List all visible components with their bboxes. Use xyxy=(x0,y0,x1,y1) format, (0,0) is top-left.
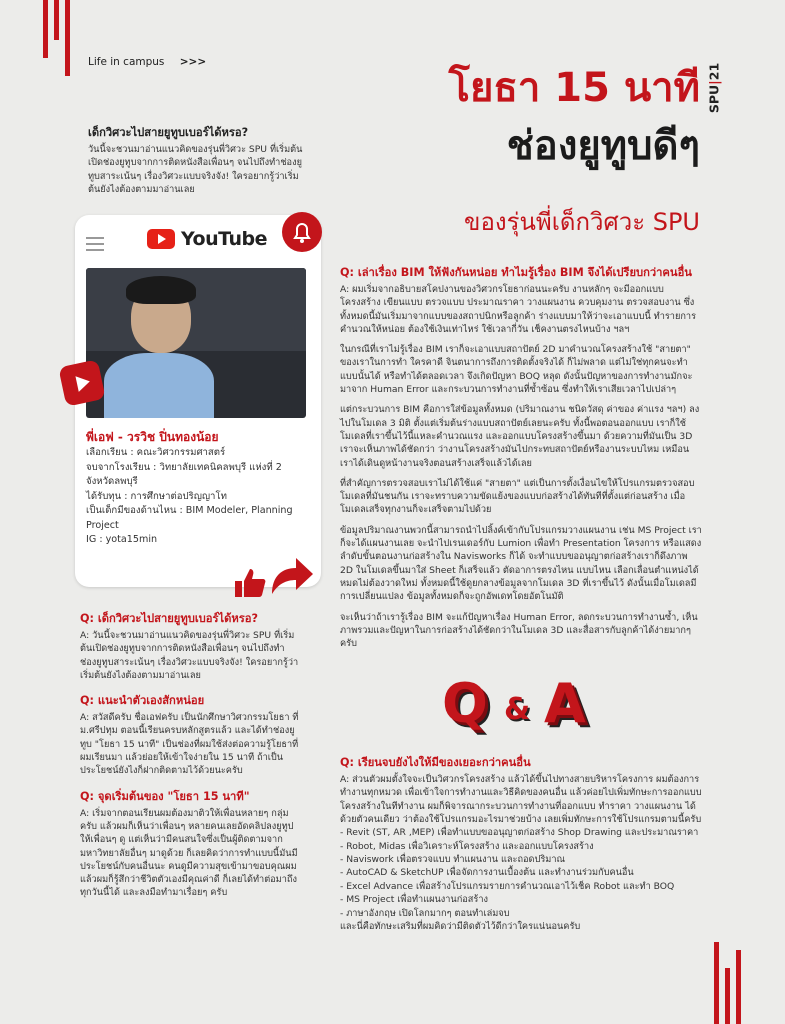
section-label: Life in campus >>> xyxy=(88,56,207,68)
question: Q: จุดเริ่มต้นของ "โยธา 15 นาที" xyxy=(80,789,250,803)
qa-badge-amp: & xyxy=(504,692,531,727)
youtube-wordmark: YouTube xyxy=(181,228,267,250)
play-badge-icon xyxy=(58,359,105,406)
right-qa-block-2 xyxy=(340,756,702,933)
question: Q: เรียนจบยังไงให้มีของเยอะกว่าคนอื่น xyxy=(340,756,531,769)
answer: A: สวัสดีครับ ชื่อเอฟครับ เป็นนักศึกษาวิศวกรรมโยธา ที่ ม.ศรีปทุม ตอนนี้เรียนครบหลักสูตรแล้ว และได้ทำช่องยูทูบ "โยธา 15 นาที" เป็นช่องที่ผมใช้ส่งต่อความรู้โยธาที่ผมเรียนมา แล้วย่อยให้เข้าใจง่ายใน 15 นาที ถ้าเป็นประโยชน์ยังไงก็ฝากติดตามไว้ด้วยนะครับ xyxy=(80,712,299,777)
decor-stripe xyxy=(725,968,730,1024)
title-line-1: โยธา 15 นาที xyxy=(448,65,700,111)
qa-badge-a: A xyxy=(544,672,586,735)
intro-text: วันนี้จะชวนมาอ่านแนวคิดของรุ่นพี่วิศวะ SPU ที่เริ่มต้นเปิดช่องยูทูบจากการติดหนังสือเพื่อนๆ จนไปถึงทำช่องยูทูบสาระเน้นๆ เรื่องวิศวะแบบจริงจัง! ใครอยากรู้ว่าเริ่มต้นยังไงต้องตามมาอ่านเลย xyxy=(88,144,303,195)
profile-line: จบจากโรงเรียน : วิทยาลัยเทคนิคลพบุรี แห่งที่ 2 จังหวัดลพบุรี xyxy=(86,461,282,487)
profile-details xyxy=(86,429,311,548)
decor-stripe xyxy=(65,0,70,76)
decor-stripe xyxy=(736,950,741,1024)
answer: A: วันนี้จะชวนมาอ่านแนวคิดของรุ่นพี่วิศวะ SPU ที่เริ่มต้นเปิดช่องยูทูบจากการติดหนังสือเพื่อนๆ จนไปถึงทำช่องยูทูบสาระเน้นๆ เรื่องวิศวะแบบจริงจัง! ใครอยากรู้ว่าเริ่มต้นยังไงต้องตามมาอ่านเลย xyxy=(80,630,299,681)
profile-line: เป็นเด็กมีของด้านไหน : BIM Modeler, Planning Project xyxy=(86,505,293,531)
title-line-2: ช่องยูทูบดีๆ xyxy=(506,123,700,169)
intro-question: เด็กวิศวะไปสายยูทูบเบอร์ได้หรอ? xyxy=(88,126,249,139)
answer-paragraph: จะเห็นว่าถ้าเรารู้เรื่อง BIM จะแก้ปัญหาเรื่อง Human Error, ลดกระบวนการทำงานซ้ำ, เห็นภาพรวมและปัญหาในการก่อสร้างได้ชัดกว่าในโมเดล 3D และสื่อสารกับลูกค้าได้ง่ายมากๆ ครับ xyxy=(340,611,698,650)
profile-photo xyxy=(86,268,306,418)
profile-line: เลือกเรียน : คณะวิศวกรรมศาสตร์ xyxy=(86,447,226,458)
youtube-logo xyxy=(147,228,267,250)
decor-stripe xyxy=(54,0,59,40)
list-item: - AutoCAD & SketchUP เพื่อจัดการงานเบื้องต้น และทำงานร่วมกับคนอื่น xyxy=(340,867,634,879)
menu-icon[interactable] xyxy=(86,237,104,251)
play-icon xyxy=(147,229,175,249)
list-item: - Robot, Midas เพื่อวิเคราะห์โครงสร้าง และออกแบบโครงสร้าง xyxy=(340,840,594,852)
profile-name: พี่เอฟ - วรวิช ปิ่นทองน้อย xyxy=(86,430,219,444)
answer-paragraph: แต่กระบวนการ BIM คือการใส่ข้อมูลทั้งหมด (ปริมาณงาน ชนิดวัสดุ ค่าของ ค่าแรง ฯลฯ) ลงไปในโมเดล 3 มิติ ตั้งแต่เริ่มต้นร่างแบบสถาปัตย์เลยนะครับ ทั้งนี้พอตอนออกแบบ เราก็ใช้โมเดลที่เราขึ้นไว้นี้แหละคำนวณแรง และออกแบบโครงสร้างขึ้นมา ด้วยความที่มันเป็น 3D เราจะเห็นภาพได้ชัดกว่า ว่างานโครงสร้างมันไปกระทบสถาปัตย์หรืองานระบบไหม เหมือนเราได้เดินดูหน้างานจริงตอนสร้างเสร็จแล้วได้เลย xyxy=(340,404,700,469)
decor-stripe xyxy=(43,0,48,58)
answer-paragraph: A: ส่วนตัวผมตั้งใจจะเป็นวิศวกรโครงสร้าง แล้วได้ขึ้นไปทางสายบริหารโครงการ ผมต้องการทำงานทุกหมวด เพื่อเข้าใจการทำงานและวิธีคิดของคนอื่น แล้วค่อยไปเพิ่มทักษะการออกแบบโครงสร้างในทีทำงาน ผมก็พิจารณากระบวนการทำงานที่ออกแบบ ทำราคา วางแผนงาน ได้ด้วยตัวคนเดียว ว่าต้องใช้โปรแกรมอะไรมาช่วยบ้าง เลยเพิ่มทักษะการใช้โปรแกรมตามนี้ครับ xyxy=(340,774,702,825)
closing-text: และนี่คือทักษะเสริมที่ผมคิดว่ามีติดตัวไว้ดีกว่าใครแน่นอนครับ xyxy=(340,921,581,933)
qa-item xyxy=(80,612,300,682)
question: Q: เล่าเรื่อง BIM ให้ฟังกันหน่อย ทำไมรู้เรื่อง BIM จึงได้เปรียบกว่าคนอื่น xyxy=(340,266,692,279)
answer-paragraph: A: ผมเริ่มจากอธิบายสโคปงานของวิศวกรโยธาก่อนนะครับ งานหลักๆ จะมีออกแบบโครงสร้าง เขียนแบบ ตรวจแบบ ประมาณราคา วางแผนงาน ควบคุมงาน ตรวจสอบงาน ซึ่งทั้งหมดนี้มันเริ่มมาจากแบบของสถาปนิกหรือลูกค้า ร่างแบบมาให้ว่าจะเอาแบบนี้ ทำรายการคำนวณให้หน่อย ต้องใช้เงินเท่าไหร่ ใช้เวลากี่วัน เช็คงานตรงไหนบ้าง ฯลฯ xyxy=(340,284,697,335)
page-title xyxy=(330,60,700,174)
list-item: - Naviswork เพื่อตรวจแบบ ทำแผนงาน และถอดปริมาณ xyxy=(340,854,566,865)
list-item: - Excel Advance เพื่อสร้างโปรแกรมรายการคำนวณเอาไว้เช็ค Robot และทำ BOQ xyxy=(340,880,675,892)
qa-item xyxy=(80,694,300,777)
profile-line: ได้รับทุน : การศึกษาต่อปริญญาโท xyxy=(86,490,227,502)
question: Q: เด็กวิศวะไปสายยูทูบเบอร์ได้หรอ? xyxy=(80,612,258,625)
answer-paragraph: ที่สำคัญการตรวจสอบเราไม่ได้ใช้แค่ "สายตา" แต่เป็นการตั้งเงื่อนไขให้โปรแกรมตรวจสอบโมเดลที่มันชนกัน เราจะทราบความขัดแย้งของแบบก่อสร้างได้ทันทีที่ตั้งแต่ก่อนสร้าง เมื่อโมเดลเสร็จทุกงานก็จะเสร็จตามไปด้วย xyxy=(340,477,695,516)
answer: A: เริ่มจากตอนเรียนผมต้องมาติวให้เพื่อนหลายๆ กลุ่มครับ แล้วผมก็เห็นว่าเพื่อนๆ หลายคนเลยอัดคลิปลงยูทูปให้เพื่อนๆ ดู แต่เห็นว่ามีคนสนใจซึ่งเป็นผู้ติดตามจากมหาวิทยาลัยอื่นๆ มาดูด้วย ก็เลยคิดว่าการทำแบบนี้มันมีประโยชน์กับคนอื่นนะ คนดูมีความสุขเข้ามาขอบคุณผม แล้วผมก็รู้สึกว่าชีวิตตัวเองมีคุณค่าดี ก็เลยได้ทำต่อมาถึงทุกวันนี้ได้ และลงมือทำมาเรื่อยๆ ครับ xyxy=(80,807,298,899)
intro-block xyxy=(88,126,306,196)
answer-paragraph: ข้อมูลปริมาณงานพวกนี้สามารถนำไปลิ้งค์เข้ากับโปรแกรมวางแผนงาน เช่น MS Project เราก็จะได้แผนงานเลย จะนำไปเรนเดอร์กับ Lumion เพื่อทำ Presentation โครงการ หรือแสดงลำดับขั้นตอนงานก่อสร้างใน Navisworks ก็ได้ จะทำแบบขออนุญาตก่อสร้างเราก็ดึงภาพ 2D ในโมเดลขึ้นมาใส่ Sheet ก็เสร็จแล้ว ตัดอาการตรงไหน แบบไหน เลือกเลื่อนตำแหน่งได้หมดไม่ต้องวาดใหม่ ทั้งหมดนี้ใช้ดูยกลางข้อมูลจากโมเดล 3D ที่เราขึ้นไว้ ดังนั้นเมื่อโมเดลมีการเปลี่ยนแปลง ข้อมูลทั้งหมดก็จะถูกอัพเดทโดยอัตโนมัติ xyxy=(340,524,702,603)
profile-card xyxy=(75,215,321,587)
bell-icon xyxy=(282,212,322,252)
decor-stripe xyxy=(714,942,719,1024)
profile-line: IG : yota15min xyxy=(86,534,158,545)
left-qa-column xyxy=(80,612,300,900)
share-arrow-icon xyxy=(266,550,316,600)
list-item: - Revit (ST, AR ,MEP) เพื่อทำแบบขออนุญาตก่อสร้าง Shop Drawing และประมาณราคา xyxy=(340,827,699,839)
list-item: - ภาษาอังกฤษ เปิดโลกมากๆ ตอนทำเล่มจบ xyxy=(340,907,510,919)
magazine-logo: SPU|21 xyxy=(706,62,722,114)
skills-list xyxy=(340,826,702,920)
qa-badge xyxy=(440,672,610,742)
answer-paragraph: ในกรณีที่เราไม่รู้เรื่อง BIM เราก็จะเอาแบบสถาปัตย์ 2D มาคำนวณโครงสร้างใช้ "สายตา" ของเราในการทำ ใครคาดี จินตนาการถึงการติดตั้งจริงได้ ก็ไม่พลาด แต่ไม่ใช่ทุกคนจะทำแบบนั้นได้ หรือทำได้ตลอดเวลา จึงเกิดปัญหา BOQ หลุด ดังนั้นปัญหาของการทำงานมักจะมาจาก Human Error และกระบวนการทำงานที่ซ้ำซ้อน ซึ่งทำให้เราเสียเวลาไปเปล่าๆ xyxy=(340,344,693,396)
question: Q: แนะนำตัวเองสักหน่อย xyxy=(80,694,205,708)
list-item: - MS Project เพื่อทำแผนงานก่อสร้าง xyxy=(340,894,488,906)
thumbs-up-icon xyxy=(232,565,268,601)
qa-item xyxy=(80,790,300,900)
qa-badge-q: Q xyxy=(442,672,488,735)
right-qa-block-1 xyxy=(340,266,702,650)
title-line-3: ของรุ่นพี่เด็กวิศวะ SPU xyxy=(464,208,700,236)
